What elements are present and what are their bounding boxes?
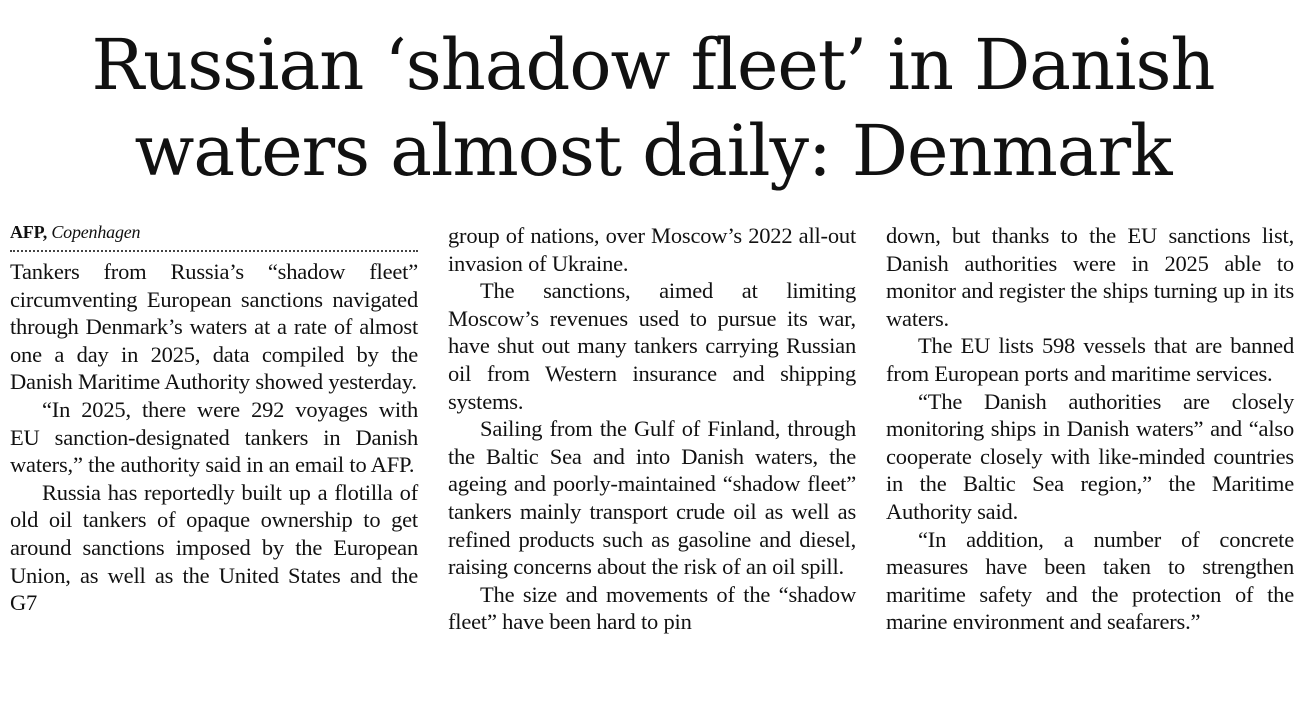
byline-agency: AFP, xyxy=(10,222,48,242)
byline-place: Copenhagen xyxy=(51,222,141,242)
article-column-1 xyxy=(10,220,418,617)
paragraph: The sanctions, aimed at limiting Moscow’s revenues used to pursue its war, have shut out many tankers carrying Russian oil from Western insurance and shipping systems. xyxy=(448,278,856,414)
paragraph: “The Danish authorities are closely monitoring ships in Danish waters” and “also cooperate closely with like-minded countries in the Baltic Sea region,” the Maritime Authority said. xyxy=(886,388,1294,524)
headline-line-1: Russian ‘shadow fleet’ in Danish xyxy=(91,24,1215,106)
paragraph: down, but thanks to the EU sanctions list, Danish authorities were in 2025 able to monitor and register the ships turning up in its waters. xyxy=(886,223,1294,331)
article-column-2 xyxy=(448,222,856,636)
paragraph: “In addition, a number of concrete measures have been taken to strengthen maritime safety and the protection of the marine environment and seafarers.” xyxy=(886,526,1294,635)
article-column-3 xyxy=(886,222,1294,636)
headline xyxy=(0,22,1306,194)
byline xyxy=(10,220,418,252)
paragraph: group of nations, over Moscow’s 2022 all-out invasion of Ukraine. xyxy=(448,223,856,276)
paragraph: Russia has reportedly built up a flotilla of old oil tankers of opaque ownership to get around sanctions imposed by the European Union, as well as the United States and the G7 xyxy=(10,479,418,616)
paragraph: The size and movements of the “shadow fleet” have been hard to pin xyxy=(448,581,856,635)
paragraph: Sailing from the Gulf of Finland, through the Baltic Sea and into Danish waters, the ageing and poorly-maintained “shadow fleet” tankers mainly transport crude oil as well as refined products such as gasoline and diesel, raising concerns about the risk of an oil spill. xyxy=(448,416,856,580)
headline-line-2: waters almost daily: Denmark xyxy=(134,110,1172,192)
paragraph: The EU lists 598 vessels that are banned from European ports and maritime services. xyxy=(886,333,1294,386)
paragraph: Tankers from Russia’s “shadow fleet” circumventing European sanctions navigated through Denmark’s waters at a rate of almost one a day in 2025, data compiled by the Danish Maritime Authority showed yesterday. xyxy=(10,259,418,395)
paragraph: “In 2025, there were 292 voyages with EU sanction-designated tankers in Danish waters,” the authority said in an email to AFP. xyxy=(10,396,418,478)
